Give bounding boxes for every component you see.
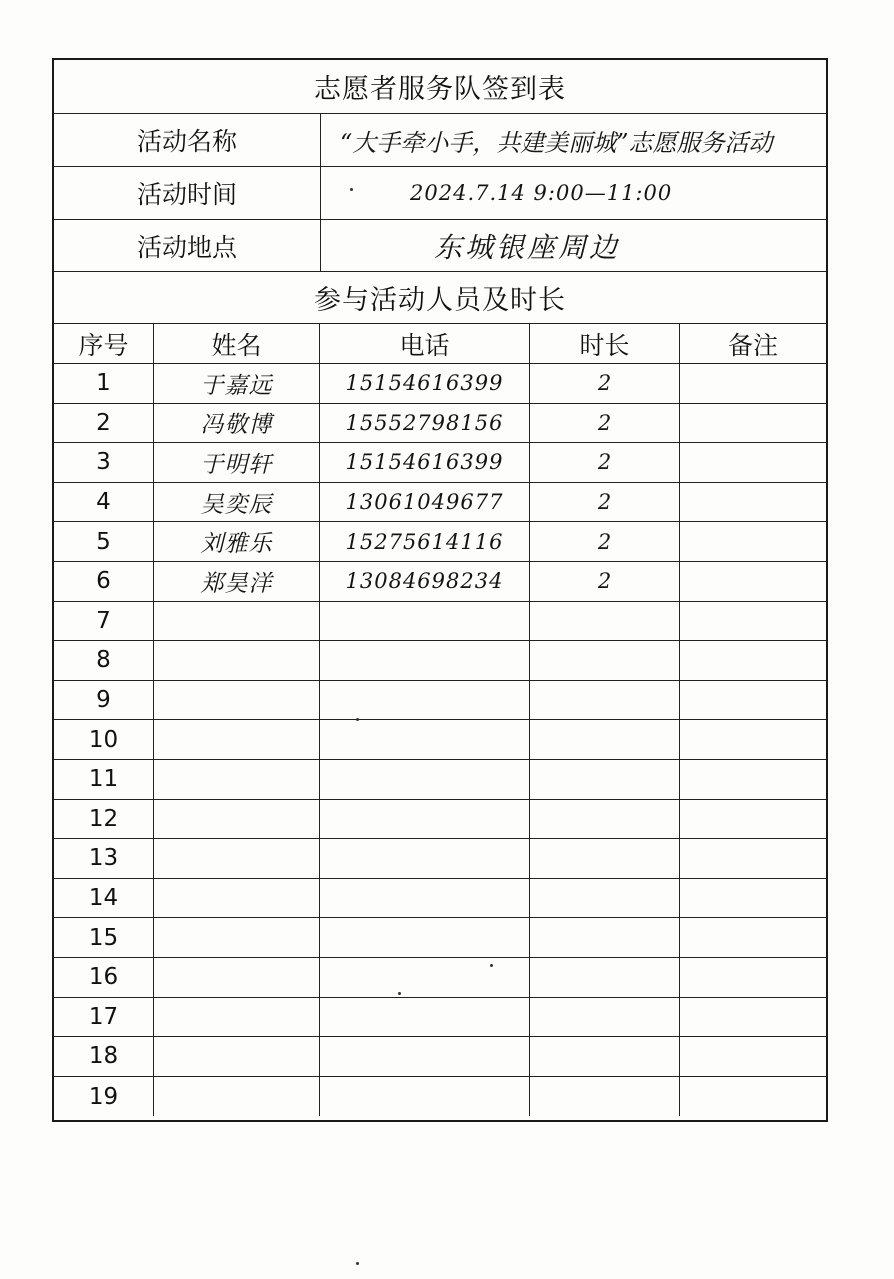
attendee-hours <box>530 760 680 799</box>
attendee-note <box>680 998 826 1037</box>
attendee-hours <box>530 918 680 957</box>
info-row-activity-time <box>54 167 826 220</box>
table-row <box>54 800 826 840</box>
table-row <box>54 998 826 1038</box>
attendee-name <box>154 839 320 878</box>
attendee-phone <box>320 720 530 759</box>
attendee-hours: 2 <box>530 522 680 561</box>
row-number: 15 <box>54 918 154 957</box>
attendee-hours <box>530 602 680 641</box>
table-row <box>54 562 826 602</box>
column-header-hours: 时长 <box>530 324 680 363</box>
info-label: 活动时间 <box>54 167 321 219</box>
attendee-hours: 2 <box>530 364 680 403</box>
attendee-note <box>680 404 826 443</box>
attendee-phone: 13084698234 <box>320 562 530 601</box>
attendee-hours: 2 <box>530 562 680 601</box>
row-number: 4 <box>54 483 154 522</box>
attendee-phone <box>320 958 530 997</box>
section-title: 参与活动人员及时长 <box>54 272 826 324</box>
row-number: 7 <box>54 602 154 641</box>
attendee-name: 冯敬博 <box>154 404 320 443</box>
attendee-name: 于嘉远 <box>154 364 320 403</box>
row-number: 6 <box>54 562 154 601</box>
attendee-name: 刘雅乐 <box>154 522 320 561</box>
attendee-phone <box>320 602 530 641</box>
table-row <box>54 720 826 760</box>
attendee-name <box>154 800 320 839</box>
info-value-handwritten: “大手牵小手，共建美丽城”志愿服务活动 <box>340 128 773 157</box>
paper-speck <box>350 188 353 191</box>
row-number: 18 <box>54 1037 154 1076</box>
row-number: 16 <box>54 958 154 997</box>
table-row <box>54 404 826 444</box>
row-number: 8 <box>54 641 154 680</box>
column-header-number: 序号 <box>54 324 154 363</box>
info-label: 活动名称 <box>54 114 321 166</box>
attendee-phone: 15275614116 <box>320 522 530 561</box>
attendee-name <box>154 641 320 680</box>
attendee-hours <box>530 1037 680 1076</box>
attendee-name <box>154 998 320 1037</box>
paper-speck <box>398 992 401 995</box>
attendee-hours <box>530 958 680 997</box>
row-number: 13 <box>54 839 154 878</box>
attendee-note <box>680 958 826 997</box>
attendee-name <box>154 1077 320 1117</box>
attendee-note <box>680 562 826 601</box>
info-value-handwritten: 东城银座周边 <box>434 230 621 264</box>
attendee-name <box>154 720 320 759</box>
attendee-name <box>154 879 320 918</box>
table-row <box>54 483 826 523</box>
attendee-phone <box>320 1077 530 1117</box>
attendee-phone <box>320 918 530 957</box>
attendee-phone: 15552798156 <box>320 404 530 443</box>
row-number: 3 <box>54 443 154 482</box>
row-number: 9 <box>54 681 154 720</box>
info-row-activity-name <box>54 114 826 167</box>
attendee-phone <box>320 839 530 878</box>
table-row <box>54 879 826 919</box>
attendee-name <box>154 958 320 997</box>
table-row <box>54 681 826 721</box>
column-header-name: 姓名 <box>154 324 320 363</box>
table-row <box>54 602 826 642</box>
attendee-phone: 13061049677 <box>320 483 530 522</box>
table-row <box>54 760 826 800</box>
info-row-activity-location <box>54 220 826 272</box>
attendee-hours <box>530 681 680 720</box>
attendee-name: 于明轩 <box>154 443 320 482</box>
table-row <box>54 958 826 998</box>
row-number: 10 <box>54 720 154 759</box>
table-row <box>54 1077 826 1117</box>
row-number: 2 <box>54 404 154 443</box>
attendee-note <box>680 760 826 799</box>
table-row <box>54 839 826 879</box>
attendee-phone <box>320 800 530 839</box>
table-row <box>54 443 826 483</box>
table-row <box>54 522 826 562</box>
attendee-name <box>154 602 320 641</box>
attendee-hours <box>530 800 680 839</box>
attendee-note <box>680 483 826 522</box>
attendee-note <box>680 879 826 918</box>
column-header-phone: 电话 <box>320 324 530 363</box>
attendee-phone: 15154616399 <box>320 364 530 403</box>
column-header-note: 备注 <box>727 330 778 360</box>
row-number: 11 <box>54 760 154 799</box>
attendee-hours: 2 <box>530 443 680 482</box>
attendee-hours: 2 <box>530 483 680 522</box>
attendee-note <box>680 1077 826 1117</box>
paper-speck <box>356 718 359 721</box>
attendee-note <box>680 1037 826 1076</box>
attendee-name: 吴奕辰 <box>154 483 320 522</box>
attendee-phone <box>320 1037 530 1076</box>
attendee-phone <box>320 760 530 799</box>
attendee-note <box>680 839 826 878</box>
row-number: 19 <box>54 1077 154 1117</box>
attendee-note <box>680 681 826 720</box>
info-label: 活动地点 <box>54 220 321 271</box>
attendee-hours <box>530 839 680 878</box>
attendee-hours: 2 <box>530 404 680 443</box>
table-row <box>54 1037 826 1077</box>
attendee-name: 郑昊洋 <box>154 562 320 601</box>
attendee-phone <box>320 879 530 918</box>
table-row <box>54 918 826 958</box>
attendee-hours <box>530 998 680 1037</box>
row-number: 1 <box>54 364 154 403</box>
form-title: 志愿者服务队签到表 <box>54 60 826 114</box>
attendee-note <box>680 602 826 641</box>
attendee-name <box>154 760 320 799</box>
attendee-phone <box>320 641 530 680</box>
attendee-note <box>680 443 826 482</box>
paper-speck <box>356 1262 359 1265</box>
attendee-name <box>154 1037 320 1076</box>
row-number: 14 <box>54 879 154 918</box>
attendee-hours <box>530 879 680 918</box>
attendee-name <box>154 918 320 957</box>
attendee-name <box>154 681 320 720</box>
info-value-handwritten: 2024.7.14 9:00—11:00 <box>410 181 673 205</box>
row-number: 12 <box>54 800 154 839</box>
attendee-phone <box>320 681 530 720</box>
attendee-phone <box>320 998 530 1037</box>
attendee-hours <box>530 1077 680 1117</box>
attendee-note <box>680 641 826 680</box>
attendee-phone: 15154616399 <box>320 443 530 482</box>
row-number: 5 <box>54 522 154 561</box>
attendee-note <box>680 918 826 957</box>
paper-speck <box>490 964 493 967</box>
attendee-hours <box>530 720 680 759</box>
sign-in-form <box>52 58 828 1122</box>
attendee-hours <box>530 641 680 680</box>
table-row <box>54 364 826 404</box>
table-row <box>54 641 826 681</box>
attendee-note <box>680 800 826 839</box>
attendee-note <box>680 720 826 759</box>
row-number: 17 <box>54 998 154 1037</box>
attendee-note <box>680 364 826 403</box>
attendee-note <box>680 522 826 561</box>
table-header-row <box>54 324 826 364</box>
